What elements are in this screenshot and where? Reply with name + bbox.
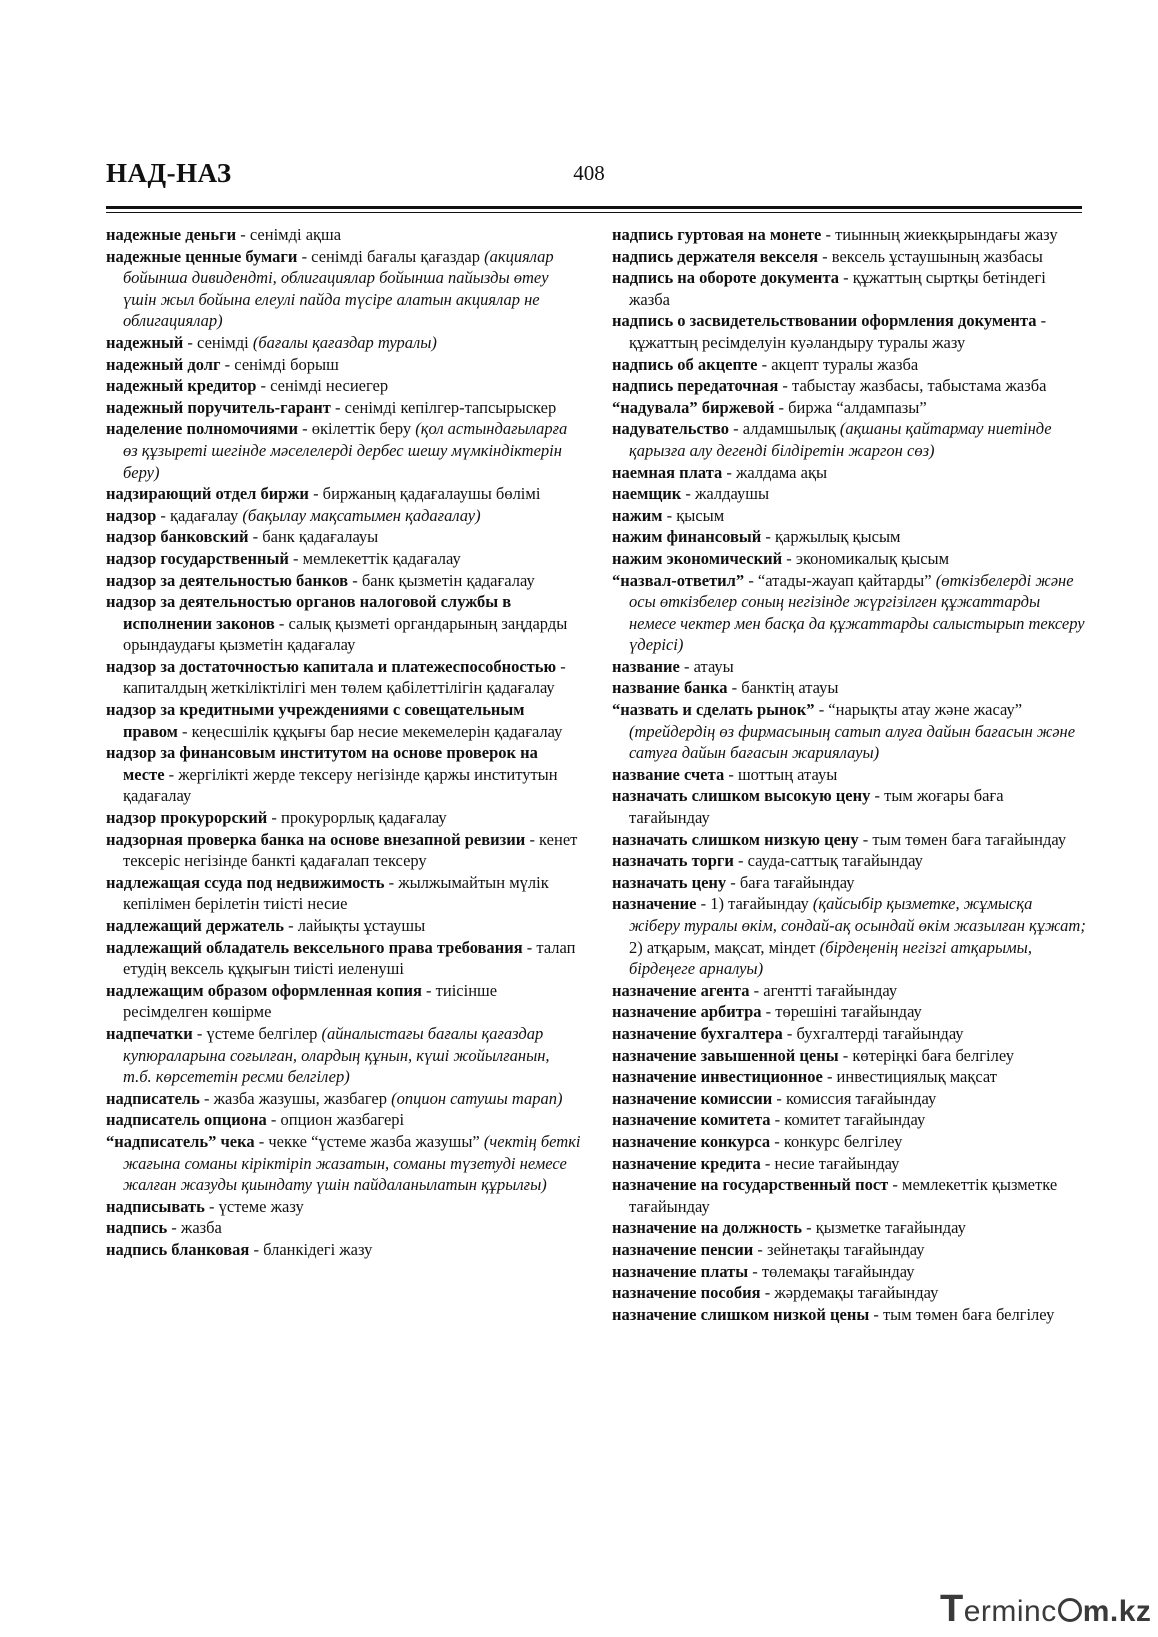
entry-note: (қол астындағыларға өз құзыреті шегінде мәселелерді дербес шешу мүмкіндіктерін беру)	[123, 419, 568, 482]
entry-definition: - агентті тағайындау	[749, 980, 898, 1000]
entry-definition: - тым жоғары баға тағайындау	[629, 786, 1004, 828]
dictionary-entry	[612, 1045, 1086, 1067]
entry-term: надлежащий обладатель вексельного права требования	[106, 937, 523, 957]
entry-definition: - акцепт туралы жазба	[757, 354, 919, 374]
entry-term: надежный	[106, 332, 184, 352]
entry-definition: - жазба жазушы, жазбагер	[199, 1088, 392, 1108]
entry-term: надпись об акцепте	[612, 354, 758, 374]
entry-term: надпись гуртовая на монете	[612, 225, 822, 244]
entry-term: надписатель	[106, 1088, 200, 1108]
entry-definition: - кеңесшілік құқығы бар несие мекемелерін қадағалау	[177, 721, 563, 741]
entry-term: надзор за деятельностью органов налоговой службы в исполнении законов	[106, 592, 512, 633]
entry-definition: - экономикалық қысым	[782, 548, 950, 568]
entry-definition: - жалдаушы	[681, 484, 770, 504]
entry-term: назначать торги	[612, 851, 734, 871]
dictionary-entry	[612, 1153, 1086, 1175]
dictionary-entry	[106, 548, 582, 570]
entry-definition: - жылжымайтын мүлік кепілімен берілетін тиісті несие	[123, 872, 549, 914]
entry-term: надпись	[106, 1218, 168, 1238]
dictionary-entry	[612, 246, 1086, 268]
entry-term: надзорная проверка банка на основе внезапной ревизии	[106, 829, 526, 849]
left-column	[106, 224, 582, 1261]
dictionary-entry	[106, 375, 582, 397]
entry-term: нажим финансовый	[612, 527, 762, 547]
entry-term: назначение комиссии	[612, 1088, 773, 1108]
entry-term: надежный долг	[106, 354, 221, 374]
entry-term: надлежащая ссуда под недвижимость	[106, 872, 385, 892]
dictionary-entry	[612, 1217, 1086, 1239]
entry-definition: - құжаттың сыртқы бетіндегі жазба	[629, 268, 1046, 309]
entry-note: (бірдеңенің негізгі атқарымы, бірдеңеге арналуы)	[629, 937, 1032, 979]
dictionary-entry	[106, 246, 582, 332]
termincom-logo	[940, 1588, 1151, 1631]
entry-term: надзор государственный	[106, 548, 289, 568]
entry-term: назначение на должность	[612, 1218, 802, 1238]
entry-term: надежный кредитор	[106, 376, 257, 396]
entry-definition: - тиісінше ресімделген көшірме	[123, 980, 498, 1022]
header-rule-thick	[106, 206, 1082, 209]
entry-definition: - сенімді	[183, 332, 253, 352]
entry-definition: - комитет тағайындау	[770, 1110, 926, 1130]
logo-prefix: T	[940, 1588, 964, 1630]
entry-definition: - қадағалау	[156, 505, 243, 525]
dictionary-entry	[106, 1239, 582, 1261]
logo-middle: erminc	[963, 1595, 1057, 1628]
dictionary-entry	[106, 505, 582, 527]
entry-definition: - жазба	[167, 1218, 222, 1238]
dictionary-entry	[612, 483, 1086, 505]
entry-term: “назвал-ответил”	[612, 570, 745, 590]
dictionary-entry	[612, 267, 1086, 310]
entry-definition: - талап етудің вексель құқығын тиісті иеленуші	[123, 937, 576, 979]
dictionary-entry	[612, 1282, 1086, 1304]
entry-definition: - мемлекеттік қызметке тағайындау	[629, 1175, 1058, 1216]
entry-definition: - алдамшылық	[728, 419, 840, 439]
dictionary-entry	[106, 829, 582, 872]
entry-term: назначение конкурса	[612, 1131, 771, 1151]
dictionary-entry	[106, 915, 582, 937]
entry-term: надпись бланковая	[106, 1239, 250, 1259]
dictionary-entry	[612, 1001, 1086, 1023]
entry-definition: - төлемақы тағайындау	[748, 1261, 915, 1281]
entry-term: назначение кредита	[612, 1153, 761, 1173]
entry-definition: - қысым	[662, 505, 725, 525]
entry-definition: - сенімді борыш	[220, 354, 339, 374]
entry-definition: - жалдама ақы	[722, 462, 828, 482]
entry-term: назначение пособия	[612, 1283, 761, 1303]
dictionary-entry	[612, 1261, 1086, 1283]
entry-definition: - прокурорлық қадағалау	[267, 808, 447, 828]
dictionary-entry	[106, 483, 582, 505]
entry-note: (бақылау мақсатымен қадағалау)	[242, 505, 481, 525]
entry-term: надписатель опциона	[106, 1110, 267, 1130]
entry-definition: - банктің атауы	[727, 678, 839, 698]
entry-term: назначать цену	[612, 872, 727, 892]
entry-definition: 2) атқарым, мақсат, міндет	[629, 937, 820, 957]
dictionary-entry	[612, 1239, 1086, 1261]
entry-term: надзор	[106, 505, 157, 525]
dictionary-entry	[612, 1304, 1086, 1326]
entry-definition: - шоттың атауы	[724, 764, 838, 784]
entry-definition: - инвестициялық мақсат	[822, 1067, 998, 1087]
entry-definition: - “атады-жауап қайтарды”	[744, 570, 936, 590]
dictionary-entry	[106, 526, 582, 548]
entry-definition: - сенімді кепілгер-тапсырыскер	[330, 397, 557, 417]
entry-definition: - кенет тексеріс негізінде банкті қадағалап тексеру	[123, 829, 578, 871]
entry-term: наемщик	[612, 484, 682, 504]
entry-definition: - “нарықты атау және жасау”	[814, 700, 1023, 720]
entry-term: надзор прокурорский	[106, 808, 268, 828]
dictionary-entry	[106, 570, 582, 592]
entry-term: назначение комитета	[612, 1110, 771, 1130]
entry-term: назначение арбитра	[612, 1002, 762, 1022]
dictionary-entry	[612, 354, 1086, 376]
entry-term: “назвать и сделать рынок”	[612, 700, 815, 720]
dictionary-entry	[106, 1196, 582, 1218]
dictionary-entry	[612, 850, 1086, 872]
entry-term: надпись держателя векселя	[612, 246, 819, 266]
dictionary-entry	[612, 397, 1086, 419]
dictionary-entry	[612, 980, 1086, 1002]
entry-definition: - өкілеттік беру	[298, 419, 416, 439]
dictionary-entry	[612, 893, 1086, 979]
entry-definition: - чекке “үстеме жазба жазушы”	[254, 1131, 484, 1151]
logo-suffix: m.kz	[1082, 1595, 1152, 1628]
entry-definition: - жергілікті жерде тексеру негізінде қаржы институтын қадағалау	[123, 764, 558, 806]
entry-term: надпись передаточная	[612, 376, 779, 396]
entry-definition: - жәрдемақы тағайындау	[760, 1283, 939, 1303]
dictionary-entry	[612, 310, 1086, 353]
entry-definition: - көтеріңкі баға белгілеу	[838, 1045, 1014, 1065]
dictionary-entry	[106, 224, 582, 246]
entry-definition: - салық қызметі органдарының заңдарды орындаудағы қызметін қадағалау	[123, 613, 568, 655]
entry-term: надежные деньги	[106, 225, 237, 244]
dictionary-entry	[106, 591, 582, 656]
dictionary-entry	[106, 807, 582, 829]
dictionary-entry	[612, 1131, 1086, 1153]
page-header-title: НАД-НАЗ	[106, 158, 232, 188]
entry-term: надзор за достаточностью капитала и платежеспособностью	[106, 656, 557, 676]
entry-term: назначать слишком низкую цену	[612, 829, 859, 849]
entry-term: назначение платы	[612, 1261, 749, 1281]
entry-definition: - мемлекеттік қадағалау	[288, 548, 461, 568]
entry-definition: - конкурс белгілеу	[770, 1131, 903, 1151]
entry-definition: - биржаның қадағалаушы бөлімі	[308, 484, 541, 504]
dictionary-entry	[106, 1131, 582, 1196]
entry-definition: - атауы	[679, 656, 734, 676]
entry-term: надпечатки	[106, 1023, 193, 1043]
dictionary-entry	[106, 1088, 582, 1110]
entry-term: назначение завышенной цены	[612, 1045, 839, 1065]
entry-term: надлежащим образом оформленная копия	[106, 980, 422, 1000]
entry-term: надзор за финансовым институтом на основе проверок на месте	[106, 743, 538, 784]
entry-term: “надписатель” чека	[106, 1131, 255, 1151]
entry-definition: - баға тағайындау	[726, 872, 855, 892]
dictionary-entry	[106, 332, 582, 354]
entry-definition: - табыстау жазбасы, табыстама жазба	[778, 376, 1047, 396]
entry-term: назначение агента	[612, 980, 750, 1000]
entry-definition: - несие тағайындау	[760, 1153, 900, 1173]
entry-term: назначение бухгалтера	[612, 1023, 783, 1043]
entry-note: (трейдердің өз фирмасының сатып алуға дайын бағасын және сатуға дайын бағасын жариялауы)	[629, 721, 1076, 763]
entry-term: название банка	[612, 678, 728, 698]
entry-term: назначение слишком низкой цены	[612, 1304, 870, 1324]
right-column	[612, 224, 1086, 1325]
entry-definition: - вексель ұстаушының жазбасы	[818, 246, 1043, 266]
dictionary-entry	[106, 699, 582, 742]
entry-term: наемная плата	[612, 462, 723, 482]
entry-term: назначение инвестиционное	[612, 1067, 823, 1087]
dictionary-entry	[106, 1023, 582, 1088]
entry-definition: - қаржылық қысым	[761, 527, 901, 547]
entry-note: (бағалы қағаздар туралы)	[252, 332, 437, 352]
entry-term: нажим	[612, 505, 663, 525]
dictionary-entry	[612, 1066, 1086, 1088]
dictionary-entry	[612, 785, 1086, 828]
dictionary-entry	[612, 829, 1086, 851]
entry-term: надписывать	[106, 1196, 205, 1216]
entry-note: (қайсыбір қызметке, жұмысқа жіберу туралы өкім, сондай-ақ осындай өкім жазылған құжат;	[629, 894, 1086, 935]
dictionary-entry	[612, 1109, 1086, 1131]
entry-definition: - құжаттың ресімделуін куәландыру туралы жазу	[629, 311, 1047, 352]
dictionary-entry	[106, 872, 582, 915]
entry-definition: - бланкідегі жазу	[249, 1239, 373, 1259]
entry-definition: - капиталдың жеткіліктілігі мен төлем қабілеттілігін қадағалау	[123, 656, 566, 698]
entry-note: (акциялар бойынша дивидендті, облигациялар бойынша пайызды өтеу үшін жыл бойына елеулі пайда түсіре алатын акциялар не облигациялар)	[123, 246, 554, 331]
entry-definition: - тым төмен баға тағайындау	[858, 829, 1067, 849]
dictionary-entry	[612, 656, 1086, 678]
entry-term: “надувала” биржевой	[612, 397, 775, 417]
entry-term: надзор банковский	[106, 527, 249, 547]
entry-term: надзор за деятельностью банков	[106, 570, 349, 590]
logo-circle-icon	[1058, 1598, 1082, 1622]
dictionary-entry	[612, 526, 1086, 548]
entry-term: назначение	[612, 894, 697, 914]
entry-note: (чектің беткі жағына соманы кіріктіріп жазатын, соманы түзетуді немесе жалған жазуды қиындату үшін пайдаланылатын құрылғы)	[123, 1131, 581, 1195]
entry-definition: - 1) тағайындау	[696, 894, 813, 914]
dictionary-entry	[612, 699, 1086, 764]
entry-term: назначение пенсии	[612, 1239, 754, 1259]
dictionary-entry	[106, 656, 582, 699]
entry-definition: - қызметке тағайындау	[801, 1218, 966, 1238]
entry-definition: - тым төмен баға белгілеу	[869, 1304, 1055, 1324]
dictionary-entry	[612, 505, 1086, 527]
header-rule-thin	[106, 212, 1082, 213]
dictionary-entry	[106, 980, 582, 1023]
entry-term: надзор за кредитными учреждениями с совещательным правом	[106, 700, 525, 741]
entry-definition: - банк қызметін қадағалау	[348, 570, 535, 590]
entry-note: (өткізбелерді және осы өткізбелер соның негізінде жүргізілген құжаттарды немесе чектер мен басқа да құжаттарды салыстырып тексеру үдерісі)	[629, 570, 1085, 655]
dictionary-entry	[612, 418, 1086, 461]
dictionary-entry	[612, 375, 1086, 397]
dictionary-entry	[106, 1109, 582, 1131]
entry-term: надувательство	[612, 419, 729, 439]
entry-term: название счета	[612, 764, 725, 784]
page-number: 408	[573, 161, 605, 185]
entry-definition: - сенімді ақша	[236, 225, 342, 244]
entry-term: наделение полномочиями	[106, 419, 299, 439]
entry-definition: - биржа “алдампазы”	[774, 397, 927, 417]
entry-term: надпись о засвидетельствовании оформления документа	[612, 311, 1037, 331]
entry-definition: - комиссия тағайындау	[772, 1088, 937, 1108]
dictionary-entry	[106, 742, 582, 807]
entry-definition: - сенімді несиегер	[256, 376, 389, 396]
dictionary-entry	[612, 1023, 1086, 1045]
dictionary-entry	[612, 764, 1086, 786]
entry-definition: - сауда-саттық тағайындау	[733, 851, 923, 871]
entry-definition: - банк қадағалауы	[248, 527, 379, 547]
dictionary-entry	[106, 1217, 582, 1239]
entry-note: (ақшаны қайтармау ниетінде қарызға алу дегенді білдіретін жаргон сөз)	[629, 419, 1052, 460]
entry-term: надзирающий отдел биржи	[106, 484, 309, 504]
entry-term: надпись на обороте документа	[612, 268, 839, 288]
entry-term: название	[612, 656, 680, 676]
entry-definition: - тиынның жиекқырындағы жазу	[821, 225, 1058, 244]
entry-term: нажим экономический	[612, 548, 783, 568]
dictionary-entry	[612, 1174, 1086, 1217]
entry-definition: - зейнетақы тағайындау	[753, 1239, 925, 1259]
dictionary-entry	[612, 570, 1086, 656]
entry-definition: - бухгалтерді тағайындау	[782, 1023, 964, 1043]
entry-term: надежные ценные бумаги	[106, 246, 298, 266]
entry-definition: - төрешіні тағайындау	[761, 1002, 922, 1022]
dictionary-entry	[106, 354, 582, 376]
entry-term: надежный поручитель-гарант	[106, 397, 331, 417]
dictionary-entry	[106, 937, 582, 980]
entry-definition: - лайықты ұстаушы	[284, 916, 426, 935]
dictionary-entry	[106, 397, 582, 419]
dictionary-entry	[612, 1088, 1086, 1110]
entry-definition: - үстеме белгілер	[192, 1023, 322, 1043]
entry-note: (айналыстағы бағалы қағаздар купюраларына соғылған, олардың құнын, күші жойылғанын, т.б. көрсететін ресми белгілер)	[123, 1023, 550, 1087]
entry-definition: - опцион жазбагері	[266, 1110, 405, 1130]
dictionary-entry	[612, 677, 1086, 699]
entry-definition: - үстеме жазу	[204, 1196, 304, 1216]
entry-term: назначение на государственный пост	[612, 1175, 889, 1195]
dictionary-entry	[612, 548, 1086, 570]
dictionary-entry	[612, 462, 1086, 484]
entry-note: (опцион сатушы тарап)	[391, 1088, 563, 1108]
entry-term: назначать слишком высокую цену	[612, 786, 871, 806]
entry-term: надлежащий держатель	[106, 916, 285, 935]
entry-definition: - сенімді бағалы қағаздар	[297, 246, 485, 266]
dictionary-entry	[612, 872, 1086, 894]
dictionary-entry	[106, 418, 582, 483]
dictionary-entry	[612, 224, 1086, 246]
